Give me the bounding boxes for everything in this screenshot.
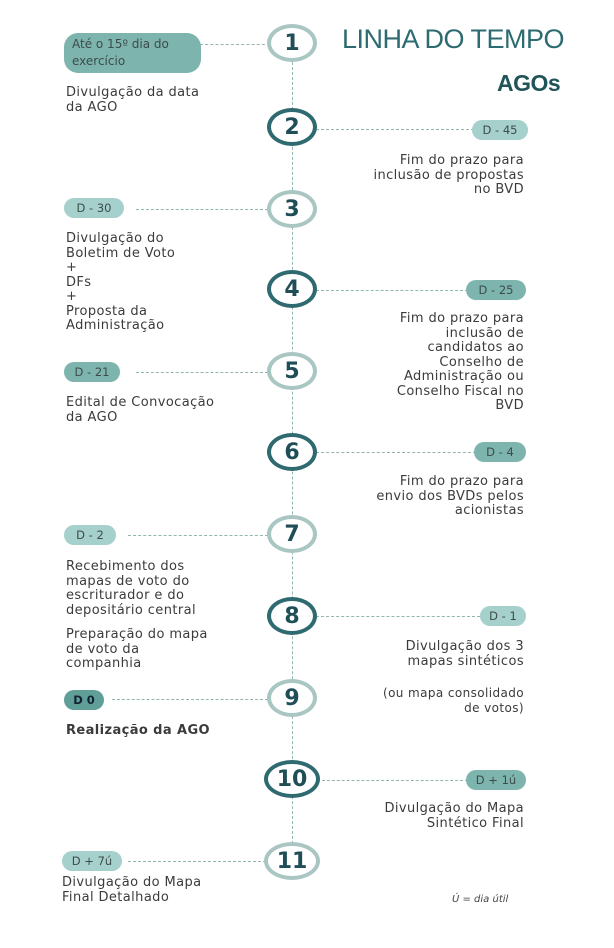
step-4-badge: D - 25 — [466, 280, 526, 300]
step-5-badge: D - 21 — [64, 362, 120, 382]
step-11-node: 11 — [264, 842, 320, 880]
step-8-left-text: Preparação do mapa de voto da companhia — [66, 627, 208, 671]
step-9-right-text: (ou mapa consolidado de votos) — [382, 686, 524, 715]
step-10-text: Divulgação do Mapa Sintético Final — [384, 801, 524, 831]
step-6-node: 6 — [267, 433, 317, 471]
connector-5 — [136, 372, 268, 373]
connector-6 — [316, 452, 476, 453]
footnote: Ú = dia útil — [452, 894, 509, 905]
connector-1 — [200, 44, 270, 45]
step-8-badge: D - 1 — [480, 606, 526, 626]
step-7-text: Recebimento dos mapas de voto do escriturador e do depositário central — [66, 559, 196, 618]
step-3-node: 3 — [267, 190, 317, 228]
step-5-node: 5 — [267, 352, 317, 390]
step-9-node: 9 — [267, 679, 317, 717]
connector-4 — [316, 290, 468, 291]
connector-2 — [316, 129, 474, 130]
step-11-badge: D + 7ú — [62, 851, 122, 871]
connector-8 — [316, 616, 480, 617]
step-9-badge: D 0 — [64, 690, 104, 710]
step-10-badge: D + 1ú — [466, 770, 526, 790]
step-8-node: 8 — [267, 597, 317, 635]
step-1-badge: Até o 15º dia do exercício — [64, 33, 201, 73]
connector-7 — [128, 535, 268, 536]
connector-10 — [322, 780, 468, 781]
step-6-badge: D - 4 — [474, 442, 526, 462]
step-1-text: Divulgação da data da AGO — [66, 85, 200, 115]
page-title: LINHA DO TEMPO — [342, 24, 565, 54]
step-1-node: 1 — [267, 24, 317, 62]
step-7-badge: D - 2 — [64, 525, 116, 545]
step-3-text: Divulgação do Boletim de Voto + DFs + Proposta da Administração — [66, 231, 176, 333]
step-8-text: Divulgação dos 3 mapas sintéticos — [405, 639, 524, 669]
step-9-text: Realização da AGO — [66, 723, 210, 738]
connector-11 — [128, 861, 266, 862]
step-4-text: Fim do prazo para inclusão de candidatos ao Conselho de Administração ou Conselho Fiscal no BVD — [396, 311, 524, 413]
step-2-badge: D - 45 — [472, 120, 528, 140]
step-7-node: 7 — [267, 515, 317, 553]
connector-9 — [112, 699, 268, 700]
step-2-text: Fim do prazo para inclusão de propostas no BVD — [373, 153, 524, 197]
connector-3 — [136, 209, 268, 210]
step-3-badge: D - 30 — [64, 198, 124, 218]
step-2-node: 2 — [267, 108, 317, 146]
step-6-text: Fim do prazo para envio dos BVDs pelos acionistas — [376, 474, 524, 518]
page-subtitle: AGOs — [497, 70, 561, 96]
step-10-node: 10 — [264, 760, 320, 798]
step-11-text: Divulgação do Mapa Final Detalhado — [62, 875, 202, 905]
step-5-text: Edital de Convocação da AGO — [66, 395, 215, 425]
step-4-node: 4 — [267, 270, 317, 308]
